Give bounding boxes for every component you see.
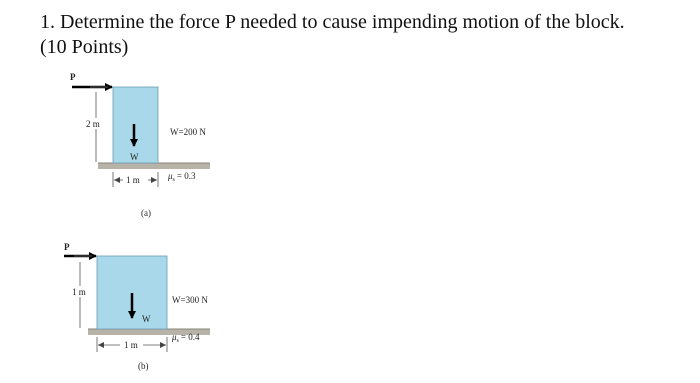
weight-value-b: W=300 N xyxy=(172,295,208,305)
width-label-b: 1 m xyxy=(124,340,138,350)
force-label-b: P xyxy=(64,242,70,252)
mu-value-a: = 0.3 xyxy=(176,171,196,181)
ground-surface-a xyxy=(98,163,210,169)
friction-coefficient-a xyxy=(167,171,196,183)
mu-subscript-a: s xyxy=(172,177,175,183)
caption-b: (b) xyxy=(138,361,149,371)
block-b xyxy=(97,256,167,329)
figure-b xyxy=(64,242,210,371)
mu-value-b: = 0.4 xyxy=(180,332,200,342)
mu-symbol-b: μ xyxy=(172,332,177,342)
width-label-a: 1 m xyxy=(126,175,140,185)
mu-subscript-b: s xyxy=(176,338,179,344)
weight-arrow-label-a: W xyxy=(130,152,139,162)
height-label-a: 2 m xyxy=(86,119,100,129)
height-label-b: 1 m xyxy=(72,287,86,297)
weight-value-a: W=200 N xyxy=(170,127,206,137)
question-line-1: 1. Determine the force P needed to cause impending motion of the block. xyxy=(40,11,625,33)
caption-a: (a) xyxy=(141,208,151,218)
figure-a xyxy=(70,72,210,218)
mu-symbol-a: μ xyxy=(168,171,173,181)
weight-arrow-label-b: W xyxy=(142,314,151,324)
question-line-2: (10 Points) xyxy=(40,36,129,58)
force-label-a: P xyxy=(70,72,76,82)
friction-coefficient-b xyxy=(171,332,200,344)
